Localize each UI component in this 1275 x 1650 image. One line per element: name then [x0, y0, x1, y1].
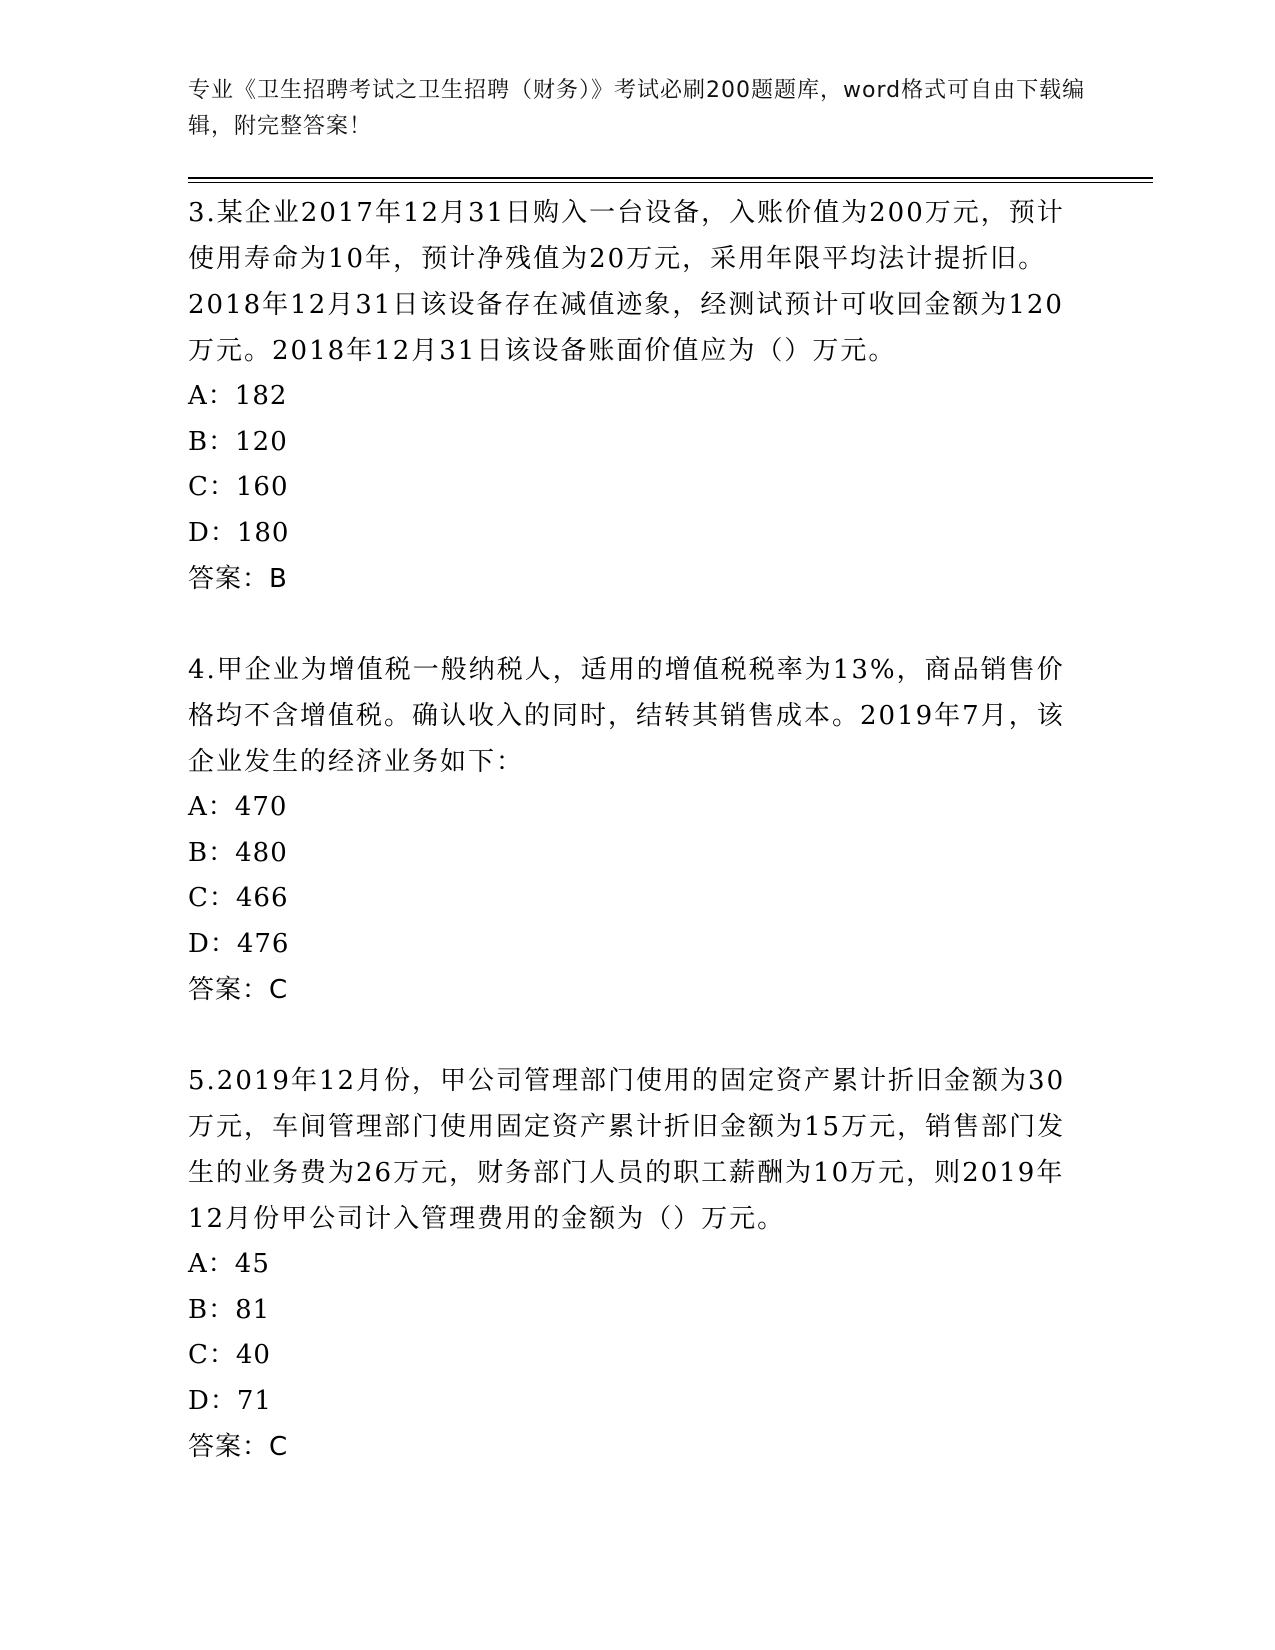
option-a: A：182 [188, 381, 288, 411]
option-c: C：466 [188, 883, 289, 913]
option-a: A：470 [188, 792, 288, 822]
answer: 答案：B [188, 564, 288, 594]
question-stem: 4.甲企业为增值税一般纳税人，适用的增值税税率为13%，商品销售价格均不含增值税。确认收入的同时，结转其销售成本。2019年7月，该企业发生的经济业务如下： [188, 655, 1065, 777]
document-header: 专业《卫生招聘考试之卫生招聘（财务）》考试必刷200题题库，word格式可自由下载编辑，附完整答案！ [188, 78, 1086, 139]
question-stem: 3.某企业2017年12月31日购入一台设备，入账价值为200万元，预计使用寿命为10年，预计净残值为20万元，采用年限平均法计提折旧。2018年12月31日该设备存在减值迹象，经测试预计可收回金额为120万元。2018年12月31日该设备账面价值应为（）万元。 [188, 198, 1065, 366]
question-4 [188, 647, 1088, 1013]
question-3 [188, 190, 1088, 602]
option-d: D：71 [188, 1385, 272, 1416]
option-c: C：40 [188, 1340, 271, 1370]
option-d: D：180 [188, 517, 290, 548]
answer: 答案：C [188, 975, 289, 1005]
option-c: C：160 [188, 472, 289, 502]
header-rule-thick [188, 177, 1153, 179]
option-b: B：120 [188, 426, 288, 457]
answer: 答案：C [188, 1432, 289, 1462]
question-5 [188, 1058, 1088, 1470]
option-b: B：81 [188, 1294, 271, 1325]
question-stem: 5.2019年12月份，甲公司管理部门使用的固定资产累计折旧金额为30万元，车间管理部门使用固定资产累计折旧金额为15万元，销售部门发生的业务费为26万元，财务部门人员的职工薪酬为10万元，则2019年12月份甲公司计入管理费用的金额为（）万元。 [188, 1066, 1066, 1234]
question-list [188, 190, 1088, 1515]
header-rule-thin [188, 182, 1153, 183]
option-a: A：45 [188, 1249, 270, 1279]
option-d: D：476 [188, 928, 290, 959]
option-b: B：480 [188, 837, 288, 868]
